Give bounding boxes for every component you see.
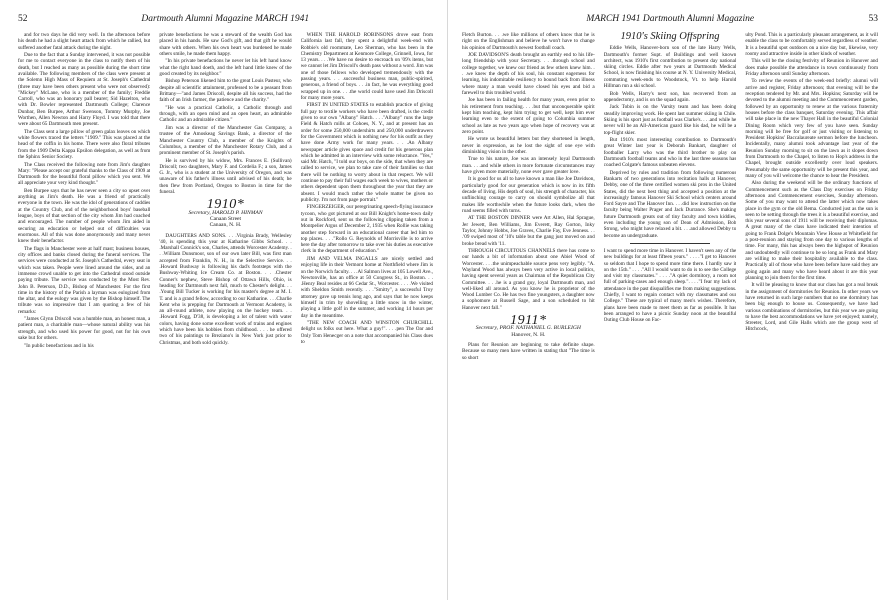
paragraph: Jim was a director of the Manchester Gas Company, a trustee of the Amoskeag Savings Bank, a director of the Manchester Country Club, a member of the Knights of Columbus, a member of the Manchester Rotary Club, and a prominent member of St. Joseph's parish.	[159, 124, 292, 157]
class-secretary: Secretary, PROF. NATHANIEL G. BURLEIGH	[475, 325, 581, 332]
article-title: 1910's Skiing Offspring	[620, 32, 720, 42]
paragraph: To review the events of the week-end briefly: alumni will arrive and register, Friday afternoon; that evening will be the reception tendered by Mr. and Mrs. Hopkins; Saturday will be devoted to the alumni meeting and the Commencement garden, followed by an opportunity to renew at the various fraternity houses before the class banquet, Saturday evening. This affair will take place in the new Thayer Hall in the beautiful Colonial Dining Room which very few of you have seen. Sunday morning will be free for golf or just visiting or listening to President Hopkins' Baccalaureate sermon before the luncheon. Incidentally, many alumni took advantage last year of the Reunion Sunday morning to sit on the lawn as it slopes down from Dartmouth to the Chapel, to listen to Hop's address in the Chapel, brought outside excellently over loud speakers. Presumably the same opportunity will be present this year, and many of you will welcome the chance to hear the President.	[745, 78, 879, 179]
right-column-2	[604, 32, 737, 594]
class-year: 1910*	[206, 197, 245, 213]
divider	[630, 243, 710, 244]
paragraph: and for two days he did very well. In the afternoon before his death he had a slight heart attack from which he rallied, but suffered another fatal attack during the night.	[18, 32, 151, 51]
right-column-3	[745, 32, 878, 594]
paragraph: "In his private benefactions he never let his left hand know what the right hand doeth, and the left hand little knew of the good created by its neighbor."	[159, 58, 292, 77]
paragraph: "James Glynn Driscoll was a humble man, an honest man, a patient man, a charitable man—whose natural ability was his strength, and who used his power for good, not for his own sake but for others.	[18, 316, 151, 342]
left-column-1	[18, 32, 150, 594]
paragraph: Eddie Wells, Hanover-born son of the late Harry Wells, Dartmouth's former Supt. of Buildings and well known architect, was 1910's first contribution to present day national skiing circles. Eddie after two years at Dartmouth Medical School, is now finishing his course at N. Y. University Medical, commuting week-ends to Woodstock, Vt. to help Harold Hillman run a ski school.	[603, 45, 737, 90]
paragraph: This will be the closing festivity of Reunion in Hanover and does make possible the attendance in town continuously from Friday afternoon until Sunday afternoon.	[745, 58, 879, 77]
paragraph: It is good for us all to have known a man like Joe Davidson, particularly good for our generation which is now in its fifth decade of living. His depth of soul, his strength of character, his unflinching courage to carry on should symbolize all that makes life worthwhile when the future looks dark, when the road seems filled with turns.	[462, 176, 595, 214]
paragraph: DAUGHTERS AND SONS. . . .Virginia Brady, Wellesley '40, is spending this year at Katharine Gibbs School. . . .Marshall Connick's son, Charles, attends Worcester Academy. . . .William Dunsmoor, son of our own later Bill, was first man accepted from Franklin, N. H., in the Selective Service. . . .Howard Bushway is following his dad's footsteps with the Bushway-Whiting Ice Cream Co. at Boston. . . .Chester Conner's nephew, Steve Bishop of Ottawa Hills, Ohio, is heading for Dartmouth next fall, much to Chester's delight. . . .Young Bill Tucker is working for his master's degree at M. I. T. and is a grand fellow, according to our Katharine. . . .Charlie Kent who is prepping for Dartmouth at Vermont Academy, is an all-round athlete, now playing on the hockey team. . . .Howard Fogg, D'38, is developing a lot of talent with water colors, having done some excellent work of trains and engines which have been his hobbies from childhood. . . . he offered two of his paintings to Breziano's in New York just prior to Christmas, and both sold quickly.	[159, 232, 292, 346]
left-column-2	[159, 32, 291, 594]
paragraph: Plans for Reunion are beginning to take definite shape. Because so many men have written in stating that "The time is so short	[462, 341, 595, 361]
paragraph: "In public benefactions and in his	[24, 342, 94, 349]
page-number: 52	[18, 14, 28, 24]
paragraph: JIM AND VELMA INGALLS are nicely settled and enjoying life in their Vermont home at Northfield where Jim is on the Norwich faculty. . . .Al Salmon lives at 105 Lowell Ave., Newtonville, has an office at 50 Congress St., in Boston. . . .Henry Beal resides at 66 Cedar St., Worcester. . . . .We visited with Sheldon Smith recently. . . ."Smitty", a successful Troy attorney gave up tennis long ago, and says that he now keeps himself in trim by shovelling a little snow in the winter, playing a little golf in the summer, and working 14 hours per day in the meantime.	[300, 255, 433, 319]
paragraph: He wrote us beautiful letters but they shortened in length, never in expression, as he lost the sight of one eye with diminishing vision in the other.	[462, 136, 595, 155]
paragraph: Due to the fact that a Sunday intervened, it was not possible for me to contact everyone in the class to notify them of his death, but I reached as many as possible during the short time available. The following members of the class were present at the Solemn High Mass of Requiem at St. Joseph's Cathedral (three may have been others present who were not observed): "Mickey" McLane, who is a member of the family; Freddie Carroll, who was an honorary pall bearer; Sid Hazelton, who with Dr. Bowler represented Dartmouth College; Clarence Dunbar, Ben Burpee, Arthur Swenson, Tommy Murphy, Joe Worthen, Allen Newton and Harry Floyd. I was told that there were about 65 Dartmouth men present.	[18, 52, 151, 128]
paragraph: THROUGH CIRCUITOUS CHANNELS there has come to our hands a bit of information about one Abiel Wood of Worcester. . . .the unimpeachable source pens very legibly. "A. Wayland Wood has always been very active in local politics, having spent several years as Chairman of the Republican City Committee. . . .he is a grand guy, loyal Dartmouth man, and well-liked all around. As you know he is proprietor of the Wood Lumber Co. He has two fine youngsters, a daughter now a sophomore at Russell Sage, and a son scheduled to hit Hanover next fall."	[462, 248, 595, 311]
paragraph: AT THE BOSTON DINNER were Art Allen, Hal Sprague, Jer Jewett, Ben Williams, Jim Everett, Ray Gorton, Inky Taylor, Johnny Hobbs, Joe Graves, Charlie Fay, Eve Jenness. . . .'09 swiped most of '10's table but the gang just moved on and broke bread with '11.	[462, 215, 595, 247]
paragraph: True to his nature, Joe was an intensely loyal Dartmouth man. . . .and while others in more fortunate circumstances may have given more materially, none ever gave greater love.	[462, 156, 595, 175]
paragraph: WHEN THE HAROLD ROBINSONS drove east from California last fall, they spent a delightful week-end with Robbie's old roommate, Leo Sherman, who has been in the Chemistry Department at Kenmore College, Grinnell, Iowa, for 13 years. . . .We have no desire to encroach on '09's items, but we cannot let Jim Driscoll's death pass without a word. Jim was one of those fellows who developed tremendously with the passing years. . . .successful business man, public-spirited, generous, a friend of boys. . . .in fact, he was everything good wrapped up in one. . . .the world could have used Jim Driscoll for many more years.	[300, 32, 433, 101]
paragraph: The flags in Manchester were at half mast; business houses, city offices and banks closed during the funeral services. The services were conducted at St. Joseph's Cathedral, every seat in which was taken. People were lined around the sides, and an immense crowd unable to get into the Cathedral stood outside paying tribute. The service was conducted by the Most Rev. John B. Peterson, D.D., Bishop of Manchester. For the first time in the history of the Parish a layman was eulogized from the altar, and the eulogy was given by the Bishop himself. The tribute was so impressive that I am quoting a few of his remarks:	[18, 245, 151, 315]
right-page-header	[462, 14, 878, 24]
running-head: Dartmouth Alumni Magazine MARCH 1941	[141, 14, 310, 24]
paragraph: He is survived by his widow, Mrs. Frances E. (Sullivan) Driscoll; two daughters, Mary F. and Cordelia F.; a son, James G. Jr., who is a student at the University of Oregon, and was unaware of his father's illness until advised of his death; he then flew from Portland, Oregon to Boston in time for the funeral.	[159, 157, 292, 196]
paragraph: FIRST IN UNITED STATES to establish practice of giving full pay to textile workers who have been drafted, is the credit given to our own "Albany" Hatch. . . ."Albany" runs the large Field & Hatch mills at Cohoes, N. Y., and at present has an order for some 250,000 undershirts and 250,000 underdrawers for the Government which is nothing new for his outfit as they have done Army work for many years. . . .An Albany newspaper article gives space and credit for his generous plan which he admitted in an interview with some reluctance. "Yes," said Mr. Hatch, "I told our boys, on the side, that when they are called to service, we plan to take care of their families so that there will be nothing to worry about in that respect. We will continue to pay their full wages each week to wives, mothers or others dependent upon them throughout the year that they are absent. I would much rather the whole matter be given no publicity. I'm not from page portrait."	[300, 102, 433, 203]
paragraph: The Class received the following note from Jim's daughter Mary: "Please accept our grateful thanks to the Class of 1909 at Dartmouth for the beautiful floral pillow which you sent. We all appreciate your very kind thought."	[18, 161, 151, 187]
paragraph: JOE DAVIDSON'S death brought an earthly end to his life-long friendship with your Secretary. . . .through school and college together, we knew our friend as few others knew him. . . .we knew the depth of his soul, his constant eagerness for learning, his indomitable resiliency to bound back from illness where many a man would have closed his eyes and bid a farewell to this troubled world.	[462, 52, 595, 96]
left-column-3	[301, 32, 433, 594]
paragraph: The Class sent a large pillow of green galax leaves on which white flowers traced the letters "1909." This was placed at the head of the coffin in his home. There were also floral tributes from the 1909 Delta Kappa Epsilon delegation, as well as from the Sphinx Senior Society.	[18, 128, 151, 161]
paragraph: ulty Pond. This is a particularly pleasant arrangement, as it will enable the class to be comfortably served regardless of weather. It is a beautiful spot outdoors on a nice day but, likewise, very roomy and attractive inside in other kinds of weather.	[745, 32, 879, 57]
class-location: Canaan Street Canaan, N. H.	[209, 215, 242, 229]
class-location: Hanover, N. H.	[511, 331, 546, 338]
right-column-1	[462, 32, 595, 594]
paragraph: Bishop Peterson likened him to the great Louis Pasteur, who despite all scientific attainment, professed to be a peasant from Brittany—"and James Driscoll, despite all his success, had the faith of an Irish farmer, the patience and the charity."	[159, 78, 292, 104]
paragraph: Also during the weekend will be the ordinary functions of Commencement such as the Class Day exercises on Friday afternoon and Commencement exercises, Sunday afternoon. Some of you may want to attend the latter which now takes place in the gym or the old Bema. Conducted just as the sun is seen to be setting through the trees it is a beautiful exercise, and this year several sons of 1911 will be receiving their diplomas. A great many of the class have indicated their intention of going to Frank Dolge's Mountain View House at Whitefield for a post-reunion and staying from one day to various lengths of time. For many, this has always been the highspot of Reunion and undoubtedly will continue to be so long as Frank and Mary are willing to make their hospitality available to the class. Practically all of those who have been before have said they are going again and many who have heard about it are this year planning to join them for the first time.	[745, 180, 879, 281]
paragraph: But 1910's most interesting contribution to Dartmouth's great Winter last year is Deborah Bankart, daughter of footballer Larry who was the third brother to play on Dartmouth football teams and who in the last three seasons has coached Colgate's famous unbeaten elevens.	[603, 137, 737, 169]
paragraph: Jack Tobin is on the Varsity team and has been doing steadily improving work. He spent last summer skiing in Chile. Skiing is his sport just as football was Clarke's. . . .and while he never will be an All-American guard like his dad, he will be a top-flight skier.	[603, 104, 737, 136]
right-page	[448, 0, 896, 600]
class-1911-heading	[462, 313, 595, 338]
paragraph: Bob Wells, Harry's next son, has recovered from an appendectomy, and is on the squad again.	[603, 90, 737, 103]
paragraph: "He was a practical Catholic, a Catholic through and through, with an open mind and an open heart, an admirable Catholic and an admirable citizen."	[159, 104, 292, 124]
paragraph: FINGERZEIGER, our peregrinating speech-flying insurance tycoon, who got pictured at our Bill Knight's home-town daily out in Rockford, sent us the following clipping taken from a Montpelier Argus of December 2, 1935 when Rollie was taking another step forward in an educational career that led him to top places. . . ."Rollo G. Reynolds of Morrisville is to arrive here the day after tomorrow to take over his duties as executive clerk in the department of education."	[300, 204, 433, 255]
right-page-columns	[462, 32, 878, 594]
paragraph: It will be pleasing to know that our class has got a real break in the assignment of dormitories for Reunion. In other years we have returned in such large numbers that no one dormitory has been big enough to house us. Consequently, we have had various combinations of dormitories, but this year we are going to have the best accommodations we have yet enjoyed; namely, Streeter, Lord, and Gile Halls which are the group west of Hitchcock,	[745, 282, 879, 333]
running-head: MARCH 1941 Dartmouth Alumni Magazine	[586, 14, 755, 24]
left-page-columns	[18, 32, 433, 594]
page-number: 53	[868, 14, 878, 24]
left-page-header	[18, 14, 433, 24]
paragraph: private benefactions he was a steward of the wealth God has placed in his hands. He saw God's gift, and that gift he would share with others. When his own heart was burdened he made others smile, he made them happy.	[159, 32, 292, 57]
class-secretary: Secretary, HAROLD P. HINMAN	[188, 209, 263, 216]
paragraph: Fletch Burton. . . .we like millions of others know that he is right on the Englishman and believe he won't have to change his opinion of Dartmouth's newest football coach.	[462, 32, 595, 51]
paragraph: Deprived by rules and tradition from following numerous Bankarts of two generations into recitation halls at Hanover, Debby, one of the three certified women ski pros in the United States, did the next best thing and accepted a position at the increasingly famous Hanover Ski School which centers around Ford Sayre and The Hanover Inn. . . .did low instruction on the faculty being Walter Prager and Jack Durrance. She's making future Dartmouth greats out of tiny faculty and town kiddies, even including the young son of Dean of Admission, Bob Strong, who might have relaxed a bit. . . .and allowed Debby to become an undergraduate.	[603, 169, 737, 239]
paragraph: Joe has been in failing health for many years, even prior to his retirement from teaching. . . .but that unconquerable spirit kept him teaching, kept him trying to get well, kept him ever learning even to the extent of going to Columbia summer school as late as two years ago when hope of recovery was at zero point.	[462, 97, 595, 135]
class-year: 1911*	[510, 313, 547, 329]
class-1910-heading	[159, 197, 291, 229]
paragraph: Ben Burpee says that he has never seen a city so upset over anything as Jim's death. He was a friend of practically everyone in the town. He was the idol of generations of caddies at the Country Club, and of the neighborhood boys' baseball league, boys of that section of the city whom Jim had coached and encouraged. The number of people whom Jim aided in securing an education or helped out of difficulties was enormous. All of this was done anonymously and many never knew their benefactor.	[18, 187, 151, 245]
paragraph: "THE NEW COACH AND WINSTON CHURCHILL delight us folks out here. What a guy!". . . .pen The Oar and Only Tom Henecger on a note that accompanied his Class dues to	[300, 320, 433, 345]
paragraph: I want to spend more time in Hanover. I haven't seen any of the new buildings for at least fifteen years." . . . ."I get to Hanover so seldom that I hope to spend more time there. I hardly saw it on the 15th." . . . ."All I would want to do is to see the College and visit my classmates." . . . ."A quiet dormitory, a room not full of parking-cases and enough sleep.". . . ."I fear my lack of attendance in the past disqualifies me from making suggestions. Chiefly, I want to regain contact with my classmates and our College." These are typical of many men's wishes. Therefore, plans have been made to meet them as far as possible. It has been arranged to have a picnic Sunday noon at the beautiful Outing Club House on Fac-	[603, 247, 737, 324]
